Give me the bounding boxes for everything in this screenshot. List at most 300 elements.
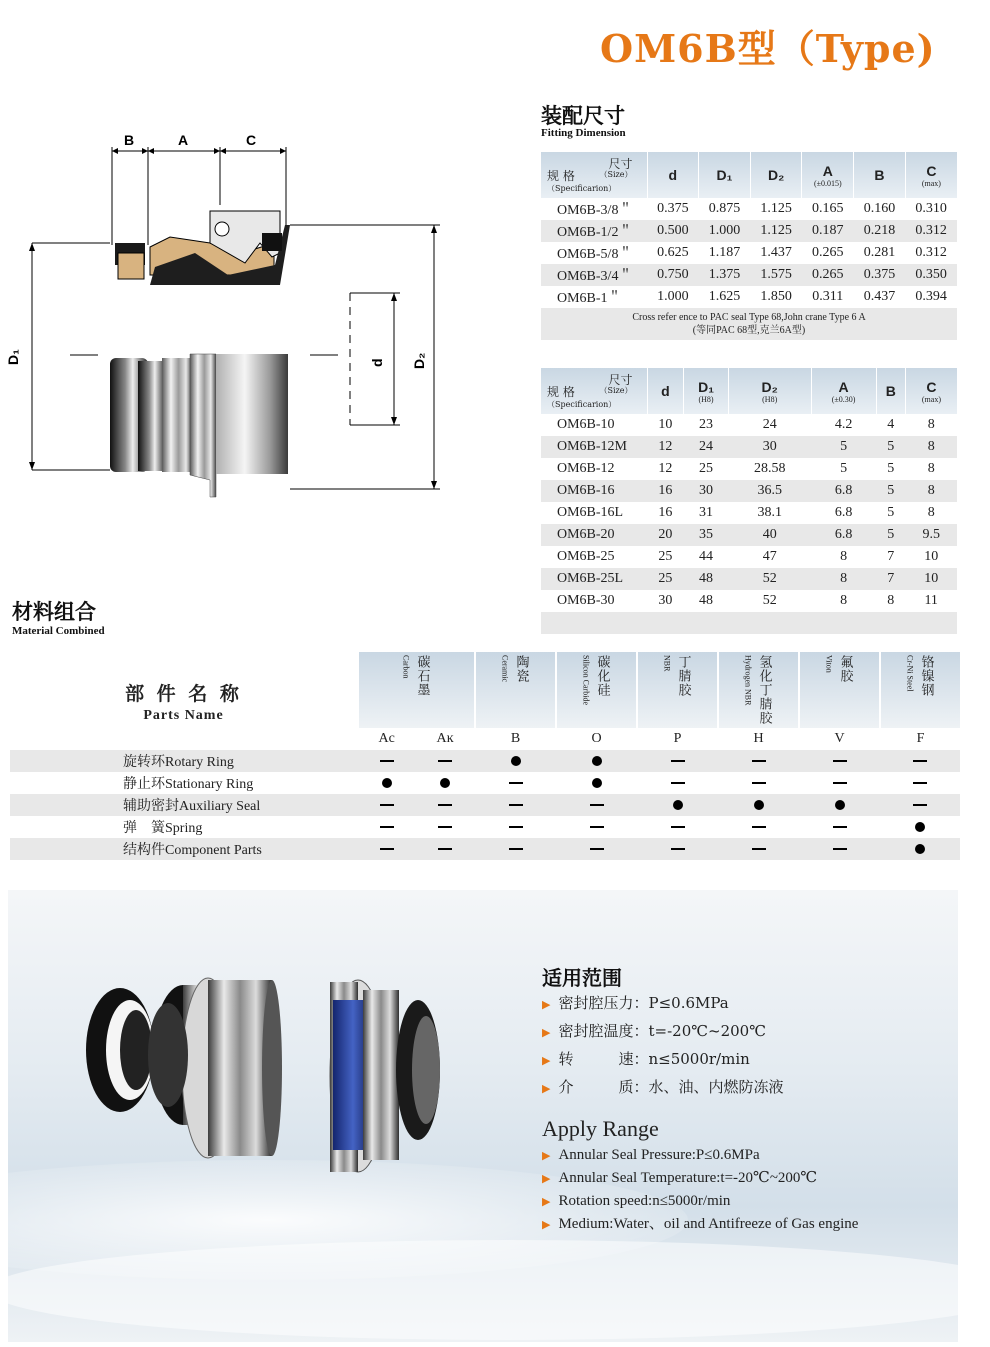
value-cell: 1.437 — [760, 245, 792, 260]
material-row — [10, 750, 960, 772]
not-applicable-dash-icon — [438, 804, 452, 806]
apply-range-item-zh — [542, 1018, 784, 1046]
product-photo — [8, 890, 958, 1342]
not-applicable-dash-icon — [833, 760, 847, 762]
column-name: B — [874, 167, 885, 183]
value-cell: 8 — [905, 436, 957, 458]
column-header-3 — [750, 152, 802, 198]
empty-cell — [541, 612, 957, 634]
inch-dimension-table — [541, 152, 957, 340]
material-mark — [637, 772, 718, 794]
note-line-1: Cross refer ence to PAC seal Type 68,John crane Type 6 A — [632, 312, 866, 323]
not-applicable-dash-icon — [671, 826, 685, 828]
not-applicable-dash-icon — [752, 826, 766, 828]
part-name: 弹 簧Spring — [123, 821, 203, 836]
not-applicable-dash-icon — [913, 760, 927, 762]
column-header-4 — [802, 152, 854, 198]
material-mark — [799, 838, 880, 860]
table-row — [541, 458, 957, 480]
column-header-2 — [699, 152, 751, 198]
material-mark — [718, 772, 799, 794]
apply-range-title-zh: 适用范围 — [542, 966, 622, 990]
value-cell: 31 — [699, 505, 714, 520]
range-label: 密封腔温度： — [558, 1022, 649, 1040]
triangle-bullet-icon: ▶ — [542, 1082, 551, 1095]
triangle-bullet-icon: ▶ — [542, 1196, 551, 1208]
material-mark — [556, 794, 637, 816]
apply-range-item-zh — [542, 1046, 784, 1074]
inch-table-header — [541, 152, 957, 198]
material-name-en: Silicon Carbide — [581, 655, 591, 705]
value-cell: 5 — [840, 461, 848, 476]
value-cell: 5 — [887, 461, 895, 476]
column-header-5 — [876, 368, 905, 414]
material-code: Aĸ — [415, 728, 475, 750]
value-cell: 11 — [924, 593, 938, 608]
value-cell: 47 — [762, 549, 777, 564]
material-mark — [358, 816, 415, 838]
value-cell: 0.394 — [915, 289, 947, 304]
material-row — [10, 772, 960, 794]
apply-range-item-zh — [542, 990, 784, 1018]
material-mark — [415, 816, 475, 838]
value-cell: 0.265 — [802, 264, 854, 286]
apply-range-en-list — [542, 1144, 858, 1236]
not-applicable-dash-icon — [590, 804, 604, 806]
value-cell: 6.8 — [811, 524, 876, 546]
material-header-1 — [358, 652, 475, 728]
table-row — [541, 242, 957, 264]
value-cell: 0.750 — [647, 264, 699, 286]
model-cell: OM6B-25 — [557, 549, 615, 564]
column-name: D₁ — [716, 167, 733, 183]
value-cell: 30 — [658, 593, 673, 608]
material-mark — [358, 772, 415, 794]
apply-range-zh-list — [542, 990, 784, 1102]
material-mark — [475, 750, 556, 772]
page-title: OM6B型（Type) — [600, 26, 936, 71]
not-applicable-dash-icon — [833, 848, 847, 850]
value-cell: 8 — [840, 593, 848, 608]
material-mark — [556, 816, 637, 838]
value-cell: 10 — [924, 549, 939, 564]
table-row — [541, 286, 957, 308]
column-tolerance: (max) — [921, 394, 941, 404]
material-header-row — [10, 652, 960, 728]
range-value: 水、油、内燃防冻液 — [648, 1078, 784, 1096]
column-tolerance: (max) — [921, 178, 941, 188]
not-applicable-dash-icon — [509, 782, 523, 784]
applicable-dot-icon — [835, 800, 845, 810]
material-header-3 — [556, 652, 637, 728]
value-cell: 48 — [699, 593, 714, 608]
material-code: H — [718, 728, 799, 750]
value-cell: 38.1 — [757, 505, 782, 520]
table-row — [541, 546, 957, 568]
dim-label-b: B — [124, 132, 135, 148]
applicable-dot-icon — [592, 778, 602, 788]
value-cell: 12 — [647, 436, 684, 458]
column-tolerance: (H8) — [762, 394, 778, 404]
range-label: 介 质： — [558, 1078, 649, 1096]
value-cell: 52 — [762, 593, 777, 608]
value-cell: 0.312 — [915, 245, 947, 260]
column-name: D₂ — [767, 167, 785, 183]
material-mark — [637, 750, 718, 772]
value-cell: 1.000 — [657, 289, 689, 304]
material-name-zh: 铬镍钢 — [918, 655, 934, 697]
value-cell: 4.2 — [834, 417, 853, 432]
model-cell: OM6B-3/4＂ — [541, 264, 647, 286]
column-header-4 — [811, 368, 876, 414]
apply-range-title-en: Apply Range — [542, 1116, 659, 1141]
parts-name-header — [10, 652, 358, 750]
value-cell: 1.000 — [699, 220, 751, 242]
value-cell: 7 — [887, 549, 895, 564]
applicable-dot-icon — [440, 778, 450, 788]
table-row — [541, 502, 957, 524]
material-mark — [880, 772, 960, 794]
value-cell: 0.500 — [647, 220, 699, 242]
dim-label-c: C — [246, 132, 257, 148]
triangle-bullet-icon: ▶ — [542, 1054, 551, 1067]
value-cell: 0.218 — [854, 220, 906, 242]
value-cell: 0.375 — [854, 264, 906, 286]
model-cell: OM6B-10 — [557, 417, 615, 432]
not-applicable-dash-icon — [509, 848, 523, 850]
spec-label-en: （Specificarion） — [547, 400, 617, 409]
column-header-5 — [854, 152, 906, 198]
range-text: Medium:Water、oil and Antifreeze of Gas engine — [558, 1216, 859, 1232]
material-mark — [358, 794, 415, 816]
material-name-en: Carbon — [401, 655, 411, 679]
value-cell: 6.8 — [811, 480, 876, 502]
spec-label-zh: 规 格 — [547, 169, 575, 183]
material-mark — [880, 750, 960, 772]
material-row — [10, 794, 960, 816]
value-cell: 8 — [905, 480, 957, 502]
column-header-3 — [728, 368, 811, 414]
value-cell: 23 — [699, 417, 714, 432]
material-mark — [718, 816, 799, 838]
spec-header-cell — [541, 152, 647, 198]
value-cell: 0.350 — [905, 264, 957, 286]
model-cell: OM6B-20 — [541, 524, 647, 546]
material-code: O — [556, 728, 637, 750]
material-name-zh: 碳化硅 — [594, 655, 610, 697]
material-mark — [358, 838, 415, 860]
not-applicable-dash-icon — [380, 848, 394, 850]
column-tolerance: (±0.015) — [813, 178, 842, 188]
material-mark — [637, 816, 718, 838]
material-header-6 — [799, 652, 880, 728]
value-cell: 8 — [927, 417, 935, 432]
seal-cross-section-diagram — [5, 125, 460, 505]
value-cell: 44 — [699, 549, 714, 564]
model-cell: OM6B-16L — [557, 505, 624, 520]
column-header-6 — [905, 152, 957, 198]
range-text: Annular Seal Pressure:P≤0.6MPa — [558, 1147, 760, 1163]
part-name: 静止环Stationary Ring — [123, 777, 254, 792]
value-cell: 1.375 — [699, 264, 751, 286]
material-mark — [415, 794, 475, 816]
value-cell: 25 — [647, 568, 684, 590]
range-value: t=-20℃~200℃ — [648, 1022, 766, 1040]
apply-range-item-en — [542, 1167, 858, 1190]
value-cell: 28.58 — [753, 461, 786, 476]
applicable-dot-icon — [754, 800, 764, 810]
value-cell: 7 — [876, 568, 905, 590]
material-mark — [415, 772, 475, 794]
triangle-bullet-icon: ▶ — [542, 1173, 551, 1185]
value-cell: 0.310 — [915, 201, 947, 216]
not-applicable-dash-icon — [671, 782, 685, 784]
value-cell: 4 — [887, 417, 895, 432]
value-cell: 0.875 — [708, 201, 741, 216]
value-cell: 1.625 — [708, 289, 741, 304]
value-cell: 10 — [658, 417, 673, 432]
column-name: C — [926, 162, 937, 179]
material-code: P — [637, 728, 718, 750]
cross-reference-note-row — [541, 308, 957, 340]
material-mark — [556, 772, 637, 794]
value-cell: 5 — [876, 524, 905, 546]
material-name-zh: 氟胶 — [837, 655, 853, 683]
value-cell: 30 — [684, 480, 728, 502]
not-applicable-dash-icon — [438, 826, 452, 828]
table-row — [541, 590, 957, 612]
parts-name-zh: 部 件 名 称 — [125, 682, 242, 705]
not-applicable-dash-icon — [833, 782, 847, 784]
material-mark — [880, 838, 960, 860]
column-name: C — [926, 378, 937, 395]
material-mark — [637, 838, 718, 860]
model-cell: OM6B-12M — [541, 436, 647, 458]
metric-dimension-table — [541, 368, 957, 634]
model-cell: OM6B-16 — [541, 480, 647, 502]
value-cell: 1.125 — [760, 201, 792, 216]
value-cell: 35 — [684, 524, 728, 546]
model-cell: OM6B-25L — [541, 568, 647, 590]
cross-reference-note — [541, 308, 957, 340]
value-cell: 5 — [876, 436, 905, 458]
value-cell: 20 — [647, 524, 684, 546]
value-cell: 0.437 — [863, 289, 896, 304]
material-mark — [799, 816, 880, 838]
table-row — [541, 414, 957, 436]
material-name-en: NBR — [662, 655, 672, 672]
range-text: Annular Seal Temperature:t=-20℃~200℃ — [558, 1170, 818, 1186]
table-row — [541, 264, 957, 286]
material-code: F — [880, 728, 960, 750]
material-mark — [475, 816, 556, 838]
material-name-zh: 陶瓷 — [513, 655, 529, 683]
applicable-dot-icon — [915, 822, 925, 832]
material-mark — [475, 772, 556, 794]
apply-range-item-en — [542, 1213, 858, 1236]
model-cell: OM6B-1/2＂ — [541, 220, 647, 242]
value-cell: 8 — [887, 593, 895, 608]
material-mark — [718, 838, 799, 860]
material-mark — [799, 750, 880, 772]
material-name-en: Ceramic — [500, 655, 510, 683]
note-line-2: (等同PAC 68型,克兰6A型) — [692, 325, 806, 336]
column-name: B — [885, 383, 896, 399]
material-mark — [799, 794, 880, 816]
material-header-2 — [475, 652, 556, 728]
column-name: D₁ — [698, 378, 714, 395]
material-mark — [556, 750, 637, 772]
value-cell: 25 — [699, 461, 714, 476]
not-applicable-dash-icon — [380, 804, 394, 806]
apply-range-item-en — [542, 1190, 858, 1213]
model-cell: OM6B-3/8＂ — [557, 203, 633, 218]
fitting-title-en: Fitting Dimension — [541, 127, 626, 139]
material-mark — [415, 750, 475, 772]
column-header-1 — [647, 368, 684, 414]
column-name: A — [822, 162, 833, 179]
column-header-1 — [647, 152, 699, 198]
value-cell: 8 — [927, 461, 935, 476]
value-cell: 10 — [905, 568, 957, 590]
part-name: 辅助密封Auxiliary Seal — [10, 794, 358, 816]
not-applicable-dash-icon — [752, 782, 766, 784]
range-value: P≤0.6MPa — [648, 994, 729, 1012]
value-cell: 1.187 — [708, 245, 741, 260]
not-applicable-dash-icon — [438, 760, 452, 762]
table-row — [541, 436, 957, 458]
size-label-en: （Size） — [599, 386, 633, 395]
material-code: V — [799, 728, 880, 750]
material-header-5 — [718, 652, 799, 728]
material-name-en: Hydrogen NBR — [743, 655, 753, 706]
not-applicable-dash-icon — [509, 826, 523, 828]
value-cell: 16 — [647, 480, 684, 502]
not-applicable-dash-icon — [509, 804, 523, 806]
applicable-dot-icon — [592, 756, 602, 766]
material-name-zh: 碳石墨 — [414, 655, 430, 697]
value-cell: 8 — [927, 505, 935, 520]
column-name: d — [668, 167, 678, 183]
material-header-4 — [637, 652, 718, 728]
not-applicable-dash-icon — [380, 826, 394, 828]
value-cell: 1.125 — [750, 220, 802, 242]
not-applicable-dash-icon — [438, 848, 452, 850]
not-applicable-dash-icon — [671, 848, 685, 850]
applicable-dot-icon — [382, 778, 392, 788]
column-tolerance: (±0.30) — [831, 394, 856, 404]
material-row — [10, 816, 960, 838]
applicable-dot-icon — [511, 756, 521, 766]
material-mark — [556, 838, 637, 860]
model-cell: OM6B-12 — [557, 461, 615, 476]
value-cell: 0.625 — [657, 245, 689, 260]
value-cell: 6.8 — [834, 505, 853, 520]
value-cell: 5 — [887, 505, 895, 520]
material-row — [10, 838, 960, 860]
spec-header-cell — [541, 368, 647, 414]
value-cell: 1.575 — [750, 264, 802, 286]
material-header-7 — [880, 652, 960, 728]
material-mark — [880, 794, 960, 816]
not-applicable-dash-icon — [752, 848, 766, 850]
material-code: Ac — [358, 728, 415, 750]
triangle-bullet-icon: ▶ — [542, 1026, 551, 1039]
model-cell: OM6B-1＂ — [557, 291, 622, 306]
not-applicable-dash-icon — [590, 848, 604, 850]
table-row — [541, 524, 957, 546]
table-row — [541, 198, 957, 220]
material-table — [10, 652, 960, 860]
material-mark — [880, 816, 960, 838]
not-applicable-dash-icon — [833, 826, 847, 828]
triangle-bullet-icon: ▶ — [542, 1219, 551, 1231]
range-value: n≤5000r/min — [648, 1050, 750, 1068]
table-row — [541, 220, 957, 242]
apply-range-item-zh — [542, 1074, 784, 1102]
value-cell: 8 — [811, 568, 876, 590]
value-cell: 0.160 — [863, 201, 896, 216]
triangle-bullet-icon: ▶ — [542, 998, 551, 1011]
table-row — [541, 568, 957, 590]
value-cell: 48 — [684, 568, 728, 590]
product-photo-area — [8, 890, 958, 1342]
metric-table-header — [541, 368, 957, 414]
range-label: 密封腔压力： — [558, 994, 649, 1012]
size-label-zh: 尺寸 — [608, 373, 633, 387]
not-applicable-dash-icon — [752, 760, 766, 762]
value-cell: 0.187 — [802, 220, 854, 242]
material-name-en: Cr-Ni Steel — [905, 655, 915, 692]
material-mark — [718, 794, 799, 816]
value-cell: 0.165 — [812, 201, 844, 216]
not-applicable-dash-icon — [671, 760, 685, 762]
material-name-en: Viton — [824, 655, 834, 673]
value-cell: 0.312 — [905, 220, 957, 242]
column-name: d — [661, 383, 670, 399]
parts-name-en: Parts Name — [143, 707, 224, 723]
value-cell: 24 — [684, 436, 728, 458]
part-name: 旋转环Rotary Ring — [10, 750, 358, 772]
value-cell: 0.311 — [812, 289, 844, 304]
column-header-6 — [905, 368, 957, 414]
model-cell: OM6B-30 — [557, 593, 615, 608]
spec-label-en: （Specificarion） — [547, 184, 617, 193]
value-cell: 0.265 — [812, 245, 844, 260]
material-mark — [718, 750, 799, 772]
value-cell: 24 — [762, 417, 777, 432]
value-cell: 0.375 — [657, 201, 689, 216]
part-name: 结构件Component Parts — [10, 838, 358, 860]
value-cell: 40 — [728, 524, 811, 546]
spec-label-zh: 规 格 — [547, 385, 575, 399]
not-applicable-dash-icon — [590, 826, 604, 828]
size-label-en: （Size） — [599, 170, 633, 179]
dim-label-d2: D₂ — [411, 352, 427, 369]
column-name: D₂ — [761, 378, 778, 395]
not-applicable-dash-icon — [380, 760, 394, 762]
value-cell: 52 — [728, 568, 811, 590]
value-cell: 30 — [728, 436, 811, 458]
value-cell: 36.5 — [728, 480, 811, 502]
material-title-zh: 材料组合 — [12, 599, 96, 624]
value-cell: 8 — [840, 549, 848, 564]
not-applicable-dash-icon — [913, 782, 927, 784]
value-cell: 5 — [876, 480, 905, 502]
material-mark — [475, 794, 556, 816]
range-text: Rotation speed:n≤5000r/min — [558, 1193, 731, 1209]
model-cell: OM6B-5/8＂ — [557, 247, 633, 262]
